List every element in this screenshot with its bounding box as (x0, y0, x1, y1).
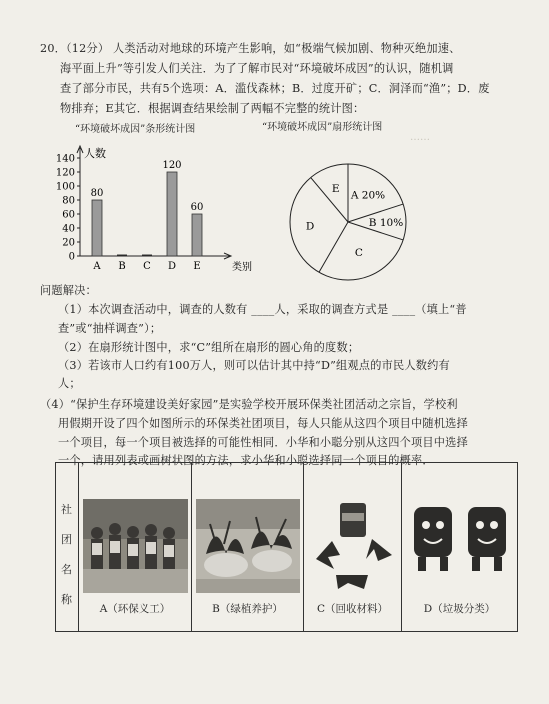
y-tick-label: 100 (55, 181, 75, 193)
part-3-line-2: 人； (58, 377, 81, 390)
bar-chart-title: “环境破坏成因”条形统计图 (75, 124, 196, 135)
part-1-line-1: （1）本次调查活动中，调查的人数有 ____人，采取的调查方式是 ____（填上“普 (58, 303, 467, 316)
club-cell-c (303, 463, 401, 631)
part-4-line-2: 用假期开设了四个如图所示的环保类社团项目，每人只能从这四个项目中随机选择 (58, 417, 468, 430)
part-4-line-3: 一个项目，每一个项目被选择的可能性相同．小华和小聪分别从这四个项目中选择 (58, 436, 468, 449)
trash-bins-photo (406, 499, 514, 593)
row-head-char: 社 (61, 503, 72, 516)
club-table (55, 462, 518, 632)
plants-photo (196, 499, 300, 593)
pie-slice-label: C (354, 247, 363, 260)
x-tick-label: B (118, 261, 126, 272)
part-2: （2）在扇形统计图中，求“C”组所在扇形的圆心角的度数； (58, 341, 360, 354)
x-tick-label: D (167, 261, 177, 272)
volunteers-photo (83, 499, 188, 593)
y-tick-label: 120 (55, 167, 75, 179)
bar (192, 214, 202, 256)
bar-value-label: 80 (90, 188, 104, 199)
question-line-2: 海平面上升”等引发人们关注．为了了解市民对“环境破坏成因”的认识，随机调 (60, 62, 454, 75)
row-head-char: 称 (61, 593, 72, 606)
club-label-b: B（绿植养护） (212, 603, 283, 615)
pie-slice-label: B 10% (368, 217, 404, 229)
pie-slice-label: D (305, 220, 315, 233)
y-tick-label: 20 (62, 237, 75, 249)
row-head-char: 团 (61, 533, 72, 546)
pie-slice-edge (319, 222, 348, 272)
part-1-line-2: 查”或“抽样调查”）； (58, 322, 162, 335)
y-tick-label: 140 (55, 153, 75, 165)
y-tick-label: 60 (62, 209, 75, 221)
club-label-c: C（回收材料） (316, 603, 389, 615)
answers-heading: 问题解决： (40, 284, 97, 297)
question-line-1: 20．（12分） 人类活动对地球的环境产生影响，如“极端气候加剧、物种灭绝加速、 (40, 42, 461, 55)
pie-chart-title: “环境破坏成因”扇形统计图 (262, 122, 383, 133)
pie-slice-edge (311, 178, 348, 222)
club-row-header (56, 463, 78, 631)
y-tick-label: 80 (62, 195, 75, 207)
bleed-text: …… (410, 132, 430, 143)
question-line-4: 物排弃；E其它．根据调查结果绘制了两幅不完整的统计图： (60, 102, 365, 115)
club-label-a: A（环保义工） (99, 603, 171, 615)
bar (167, 172, 177, 256)
part-4-line-1: （4）“保护生存环境建设美好家园”是实验学校开展环保类社团活动之宗旨，学校利 (40, 398, 458, 411)
pie-slice-label: A 20% (350, 189, 386, 202)
pie-chart (286, 160, 416, 290)
club-label-d: D（垃圾分类） (423, 603, 496, 615)
bar-value-label: 60 (190, 202, 204, 213)
bar-value-label: 120 (162, 160, 182, 171)
y-tick-label: 0 (68, 251, 75, 263)
club-cell-d (401, 463, 517, 631)
x-tick-label: A (93, 261, 101, 272)
row-head-char: 名 (61, 563, 72, 576)
x-axis-label: 类别 (232, 262, 252, 273)
pie-slice-label: E (331, 183, 340, 196)
question-line-3: 查了部分市民，共有5个选项：A．滥伐森林；B．过度开矿；C．洞泽而“渔”；D．废 (60, 82, 490, 95)
part-4-line-4: 一个，请用列表或画树状图的方法，求小华和小聪选择同一个项目的概率． (58, 454, 434, 467)
club-cell-a (78, 463, 191, 631)
recycle-photo (308, 499, 398, 593)
club-cell-b (191, 463, 303, 631)
x-tick-label: C (143, 261, 151, 272)
y-axis-label: 人数 (84, 147, 106, 160)
bar-chart (40, 138, 260, 278)
part-3-line-1: （3）若该市人口约有100万人，则可以估计其中持“D”组观点的市民人数约有 (58, 359, 450, 372)
x-tick-label: E (193, 261, 201, 272)
y-tick-label: 40 (62, 223, 75, 235)
bar (92, 200, 102, 256)
